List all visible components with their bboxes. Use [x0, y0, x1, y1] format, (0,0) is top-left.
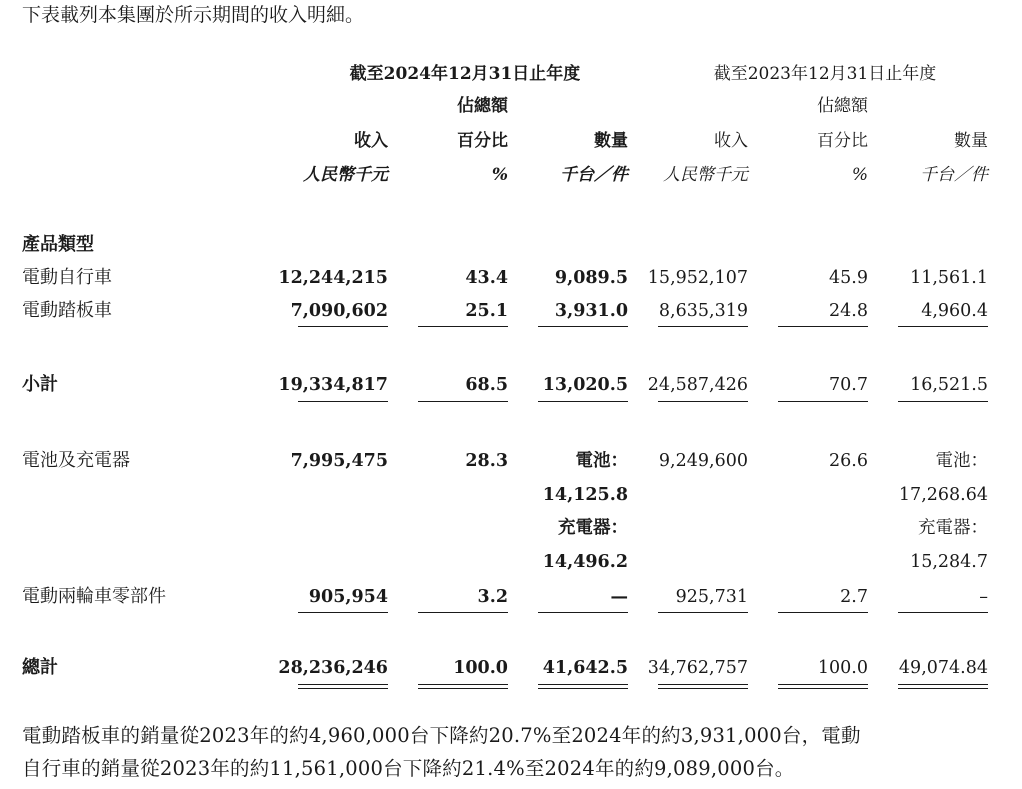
rule	[778, 326, 868, 327]
row-label-parts: 電動兩輪車零部件	[22, 586, 166, 607]
cell: 14,496.2	[542, 552, 628, 572]
cell: —	[610, 587, 628, 607]
cell: 17,268.64	[898, 485, 988, 505]
cell: 28.3	[465, 451, 508, 471]
cell: 9,089.5	[554, 268, 628, 288]
header-2023-share-top: 佔總額	[817, 96, 868, 116]
cell: 2.7	[840, 587, 868, 607]
header-2024-unit-pct: %	[491, 165, 508, 185]
cell: 12,244,215	[278, 268, 388, 288]
cell: 34,762,757	[647, 658, 748, 678]
cell: 4,960.4	[921, 301, 988, 321]
section-title: 產品類型	[22, 234, 94, 255]
cell: 100.0	[817, 658, 868, 678]
header-period-2023: 截至2023年12月31日止年度	[713, 64, 937, 84]
footnote-line-2: 自行車的銷量從2023年的約11,561,000台下降約21.4%至2024年的約9,089,000台。	[22, 757, 795, 780]
rule	[658, 326, 748, 327]
cell: 19,334,817	[278, 375, 388, 395]
row-label-total: 總計	[22, 657, 58, 678]
cell: 3,931.0	[554, 301, 628, 321]
double-rule	[778, 684, 868, 689]
cell: 24.8	[829, 301, 868, 321]
header-2024-volume: 數量	[594, 131, 628, 151]
row-label-subtotal: 小計	[22, 374, 58, 395]
cell: 905,954	[308, 587, 388, 607]
cell: 24,587,426	[647, 375, 748, 395]
cell: 43.4	[465, 268, 508, 288]
cell: –	[979, 587, 988, 607]
double-rule	[658, 684, 748, 689]
rule	[298, 612, 388, 613]
header-2023-unit-volume: 千台／件	[920, 165, 988, 185]
rule	[538, 612, 628, 613]
rule	[418, 401, 508, 402]
rule	[658, 401, 748, 402]
cell: 15,284.7	[910, 552, 988, 572]
cell: 45.9	[829, 268, 868, 288]
rule	[778, 612, 868, 613]
cell: 電池：	[935, 451, 988, 471]
double-rule	[538, 684, 628, 689]
cell: 充電器：	[558, 518, 628, 538]
cell: 70.7	[829, 375, 868, 395]
row-label-ebike: 電動自行車	[22, 267, 112, 288]
intro-text: 下表載列本集團於所示期間的收入明細。	[22, 4, 365, 26]
double-rule	[898, 684, 988, 689]
cell: 41,642.5	[542, 658, 628, 678]
cell: 49,074.84	[898, 658, 988, 678]
rule	[418, 612, 508, 613]
header-2023-volume: 數量	[954, 131, 988, 151]
rule	[538, 326, 628, 327]
header-2023-revenue: 收入	[714, 131, 748, 151]
cell: 28,236,246	[278, 658, 388, 678]
cell: 8,635,319	[658, 301, 748, 321]
rule	[898, 401, 988, 402]
cell: 16,521.5	[910, 375, 988, 395]
cell: 15,952,107	[647, 268, 748, 288]
rule	[538, 401, 628, 402]
cell: 925,731	[675, 587, 748, 607]
cell: 68.5	[465, 375, 508, 395]
rule	[898, 326, 988, 327]
rule	[778, 401, 868, 402]
header-2024-unit-volume: 千台／件	[560, 165, 628, 185]
cell: 9,249,600	[658, 451, 748, 471]
rule	[298, 326, 388, 327]
rule	[418, 326, 508, 327]
cell: 7,995,475	[290, 451, 388, 471]
cell: 7,090,602	[290, 301, 388, 321]
double-rule	[298, 684, 388, 689]
footnote-line-1: 電動踏板車的銷量從2023年的約4,960,000台下降約20.7%至2024年的約3,931,000台，電動	[22, 724, 861, 747]
header-2023-unit-rmb: 人民幣千元	[663, 165, 748, 185]
rule	[298, 401, 388, 402]
row-label-battery-charger: 電池及充電器	[22, 450, 130, 471]
cell: 11,561.1	[910, 268, 988, 288]
header-2024-revenue: 收入	[354, 131, 388, 151]
cell: 25.1	[465, 301, 508, 321]
header-2023-share-bottom: 百分比	[817, 131, 868, 151]
cell: 充電器：	[918, 518, 988, 538]
header-2024-share-bottom: 百分比	[457, 131, 508, 151]
rule	[658, 612, 748, 613]
cell: 26.6	[829, 451, 868, 471]
cell: 14,125.8	[542, 485, 628, 505]
header-2024-share-top: 佔總額	[457, 96, 508, 116]
header-2023-unit-pct: %	[851, 165, 868, 185]
header-period-2024: 截至2024年12月31日止年度	[349, 64, 581, 84]
cell: 100.0	[453, 658, 508, 678]
row-label-escooter: 電動踏板車	[22, 300, 112, 321]
rule	[898, 612, 988, 613]
cell: 13,020.5	[542, 375, 628, 395]
cell: 電池：	[575, 451, 628, 471]
double-rule	[418, 684, 508, 689]
header-2024-unit-rmb: 人民幣千元	[303, 165, 388, 185]
cell: 3.2	[477, 587, 508, 607]
